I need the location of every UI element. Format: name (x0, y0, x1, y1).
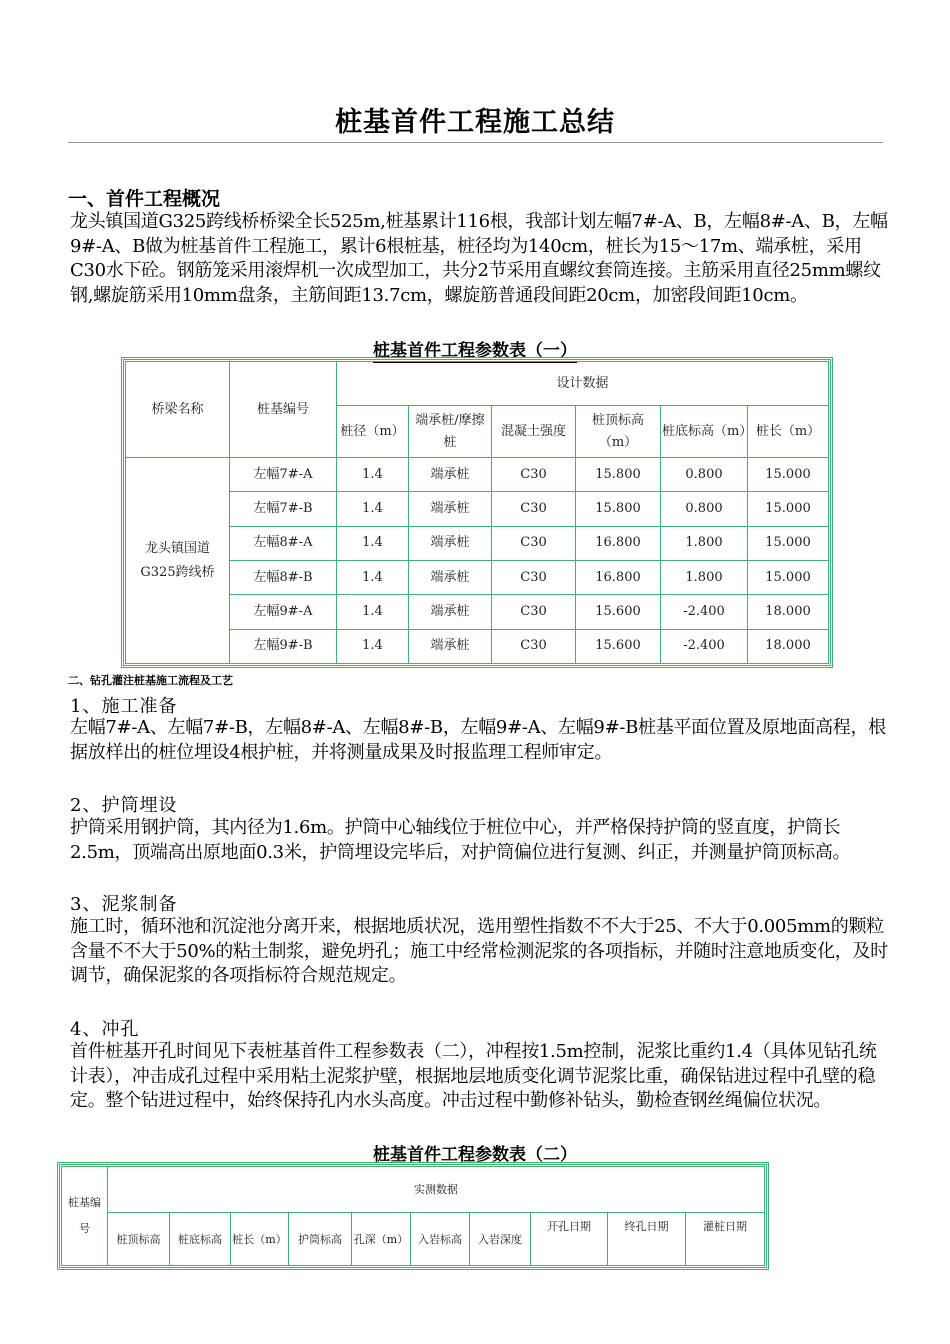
table2-caption-text: 桩基首件工程参数表（二） (373, 1145, 577, 1165)
table2-header-col: 桩顶标高 (108, 1213, 170, 1266)
table1-header-concrete: 混凝土强度 (492, 406, 576, 458)
table-cell: 16.800 (576, 526, 661, 560)
table1-header-diameter: 桩径（m） (337, 406, 409, 458)
table-cell: 端承桩 (409, 560, 492, 594)
table-row (126, 458, 829, 492)
table-cell: 16.800 (576, 560, 661, 594)
table-cell: 18.000 (748, 629, 829, 663)
table-cell: C30 (492, 595, 576, 629)
table-cell: 15.000 (748, 526, 829, 560)
table-cell: 端承桩 (409, 492, 492, 526)
table2-frame (57, 1162, 769, 1270)
table2-header-measured: 实测数据 (108, 1167, 765, 1213)
table-cell: 15.000 (748, 560, 829, 594)
table-cell: 1.4 (337, 629, 409, 663)
table2-header-col: 开孔日期 (531, 1213, 608, 1266)
table-cell: -2.400 (661, 629, 748, 663)
step1-paragraph: 左幅7#-A、左幅7#-B，左幅8#-A、左幅8#-B，左幅9#-A、左幅9#-B桩基平面位置及原地面高程，根据放样出的桩位埋设4根护桩，并将测量成果及时报监理工程师审定。 (70, 717, 886, 763)
table-cell: 18.000 (748, 595, 829, 629)
table1-header-pile: 桩基编号 (230, 362, 337, 458)
table-row (126, 595, 829, 629)
table1-header-type: 端承桩/摩擦桩 (409, 406, 492, 458)
table2-header-pile: 桩基编号 (62, 1167, 108, 1266)
table-cell: C30 (492, 492, 576, 526)
table2-header-col: 桩长（m） (231, 1213, 289, 1266)
table1-header-bridge: 桥梁名称 (126, 362, 230, 458)
table-cell: 左幅7#-B (230, 492, 337, 526)
table-cell: 左幅7#-A (230, 458, 337, 492)
table-cell: 15.600 (576, 595, 661, 629)
step3-paragraph: 施工时，循环池和沉淀池分离开来，根据地质状况，选用塑性指数不不大于25、不大于0.005mm的颗粒含量不不大于50%的粘土制浆，避免坍孔；施工中经常检测泥浆的各项指标，并随时注意地质变化，及时调节，确保泥浆的各项指标符合规范规定。 (70, 916, 888, 986)
table2-header-col: 入岩标高 (411, 1213, 470, 1266)
table-row (126, 629, 829, 663)
table1-header-design: 设计数据 (337, 362, 829, 406)
document-title: 桩基首件工程施工总结 (335, 107, 615, 138)
table-cell: 左幅9#-B (230, 629, 337, 663)
table-cell: 1.4 (337, 458, 409, 492)
table2 (61, 1166, 765, 1266)
table2-header-col: 终孔日期 (608, 1213, 686, 1266)
table-cell: 1.4 (337, 526, 409, 560)
table-row (126, 492, 829, 526)
step4-heading: 4、冲孔 (70, 1019, 140, 1040)
table-cell: 左幅8#-B (230, 560, 337, 594)
table-cell: 左幅9#-A (230, 595, 337, 629)
table-cell: 1.4 (337, 492, 409, 526)
section1-heading: 一、首件工程概况 (68, 188, 221, 210)
section2-heading: 二、钻孔灌注桩基施工流程及工艺 (68, 674, 233, 687)
table-cell: 端承桩 (409, 629, 492, 663)
table-cell: 端承桩 (409, 526, 492, 560)
table2-header-col: 护筒标高 (289, 1213, 352, 1266)
step3-heading: 3、泥浆制备 (70, 894, 178, 915)
table1-header-bottom: 桩底标高（m） (661, 406, 748, 458)
table-cell: C30 (492, 629, 576, 663)
table-row (126, 560, 829, 594)
table-cell: C30 (492, 458, 576, 492)
step4-paragraph: 首件桩基开孔时间见下表桩基首件工程参数表（二），冲程按1.5m控制，泥浆比重约1.4（具体见钻孔统计表），冲击成孔过程中采用粘土泥浆护壁，根据地层地质变化调节泥浆比重，确保钻进过程中孔壁的稳定。整个钻进过程中，始终保持孔内水头高度。冲击过程中勤修补钻头，勤检查钢丝绳偏位状况。 (70, 1041, 877, 1111)
step2-heading: 2、护筒埋设 (70, 795, 178, 816)
table-cell: 0.800 (661, 458, 748, 492)
table1-header-top: 桩顶标高（m） (576, 406, 661, 458)
table-cell: C30 (492, 560, 576, 594)
table-cell: C30 (492, 526, 576, 560)
section1-paragraph: 龙头镇国道G325跨线桥桥梁全长525m,桩基累计116根，我部计划左幅7#-A、B，左幅8#-A、B，左幅9#-A、B做为桩基首件工程施工，累计6根桩基，桩径均为140cm，桩长为15～17m、端承桩，采用C30水下砼。钢筋笼采用滚焊机一次成型加工，共分2节采用直螺纹套筒连接。主筋采用直径25mm螺纹钢,螺旋筋采用10mm盘条，主筋间距13.7cm，螺旋筋普通段间距20cm，加密段间距10cm。 (70, 211, 888, 306)
table1-caption-text: 桩基首件工程参数表（一） (373, 341, 577, 361)
table-cell: 1.800 (661, 526, 748, 560)
table-cell: 15.600 (576, 629, 661, 663)
table1-header-length: 桩长（m） (748, 406, 829, 458)
table-cell: 1.800 (661, 560, 748, 594)
table2-header-col: 桩底标高 (170, 1213, 231, 1266)
step1-heading: 1、施工准备 (70, 696, 178, 717)
table-cell: 端承桩 (409, 595, 492, 629)
table-cell: 1.4 (337, 595, 409, 629)
table1 (125, 361, 829, 664)
table2-header-col: 孔深（m） (352, 1213, 411, 1266)
table-row (126, 526, 829, 560)
table2-header-col: 入岩深度 (470, 1213, 531, 1266)
table-cell: 左幅8#-A (230, 526, 337, 560)
table-cell: 1.4 (337, 560, 409, 594)
table-cell: 0.800 (661, 492, 748, 526)
table1-bridge-name: 龙头镇国道G325跨线桥 (126, 458, 230, 664)
table-cell: 15.000 (748, 492, 829, 526)
step2-paragraph: 护筒采用钢护筒，其内径为1.6m。护筒中心轴线位于桩位中心，并严格保持护筒的竖直度，护筒长2.5m，顶端高出原地面0.3米，护筒埋设完毕后，对护筒偏位进行复测、纠正，并测量护筒顶标高。 (70, 817, 851, 863)
table1-frame (121, 357, 833, 668)
table-cell: 15.800 (576, 458, 661, 492)
title-divider (68, 142, 883, 143)
table-cell: 端承桩 (409, 458, 492, 492)
table-cell: 15.800 (576, 492, 661, 526)
table-cell: 15.000 (748, 458, 829, 492)
table2-header-col: 灌桩日期 (686, 1213, 765, 1266)
table-cell: -2.400 (661, 595, 748, 629)
